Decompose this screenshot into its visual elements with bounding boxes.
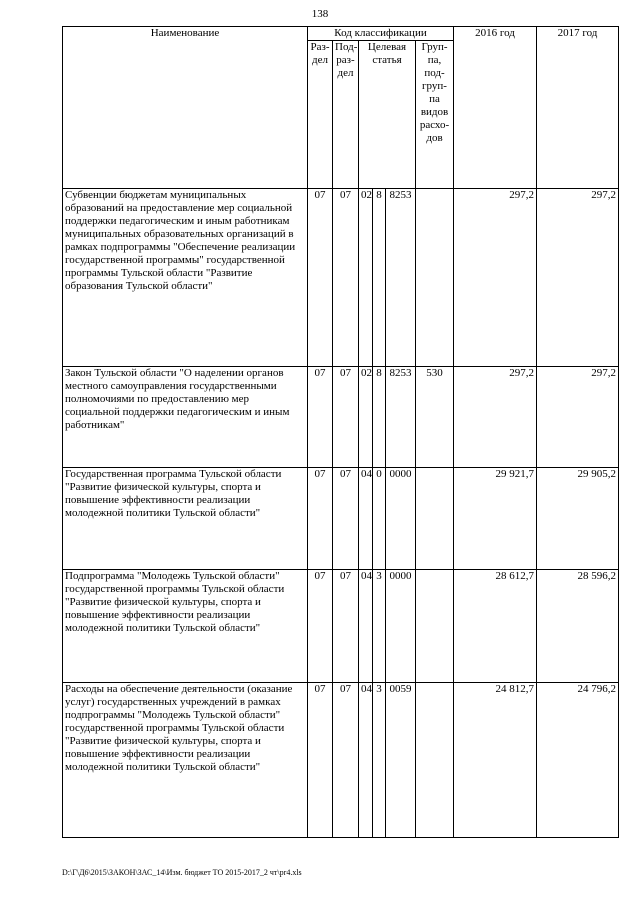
table-row (63, 683, 619, 838)
row-target-direction: 8253 (386, 367, 416, 468)
row-amount-2017: 29 905,2 (537, 468, 619, 570)
row-expense-group: 530 (416, 367, 454, 468)
row-name: Подпрограмма "Молодежь Тульской области" государственной программы Тульской области "Развитие физической культуры, спорта и повышение эффективности реализации молодежной политики Тульской области" (63, 570, 308, 683)
row-subsection: 07 (333, 468, 359, 570)
header-name: Наименование (63, 27, 308, 189)
row-subsection: 07 (333, 683, 359, 838)
row-target-direction: 0000 (386, 570, 416, 683)
row-amount-2017: 297,2 (537, 367, 619, 468)
row-subsection: 07 (333, 367, 359, 468)
row-expense-group (416, 468, 454, 570)
page-number: 138 (311, 8, 329, 20)
row-amount-2017: 297,2 (537, 189, 619, 367)
header-code-classification: Код классификации (308, 27, 454, 41)
row-amount-2017: 24 796,2 (537, 683, 619, 838)
row-amount-2016: 297,2 (454, 189, 537, 367)
row-section: 07 (308, 570, 333, 683)
row-target-direction: 0000 (386, 468, 416, 570)
table-row (63, 570, 619, 683)
row-name: Расходы на обеспечение деятельности (оказание услуг) государственных учреждений в рамках подпрограммы "Молодежь Тульской области" государственной программы Тульской области "Развитие физической культуры, спорта и повышение эффективности реализации молодежной политики Тульской области" (63, 683, 308, 838)
row-amount-2016: 28 612,7 (454, 570, 537, 683)
header-expense-group: Груп-па, под-груп-па видов расхо-дов (416, 41, 454, 189)
row-subsection: 07 (333, 189, 359, 367)
row-name: Государственная программа Тульской области "Развитие физической культуры, спорта и повышение эффективности реализации молодежной политики Тульской области" (63, 468, 308, 570)
row-target-subprogram: 8 (373, 189, 386, 367)
header-year-2017: 2017 год (537, 27, 619, 189)
row-target-direction: 0059 (386, 683, 416, 838)
row-section: 07 (308, 468, 333, 570)
row-name: Субвенции бюджетам муниципальных образований на предоставление мер социальной поддержки педагогическим и иным работникам муниципальных образовательных организаций в рамках подпрограммы "Обеспечение реализации государственной программы" государственной программы Тульской области "Развитие образования Тульской области" (63, 189, 308, 367)
header-section: Раз-дел (308, 41, 333, 189)
row-subsection: 07 (333, 570, 359, 683)
row-target-subprogram: 0 (373, 468, 386, 570)
row-section: 07 (308, 189, 333, 367)
header-target-article: Целевая статья (359, 41, 416, 189)
row-target-program: 02 (359, 189, 373, 367)
row-target-program: 04 (359, 570, 373, 683)
row-expense-group (416, 189, 454, 367)
footer-file-path: D:\Г\Д6\2015\ЗАКОН\ЗАС_14\Изм. бюджет ТО 2015-2017_2 чт\pr4.xls (62, 868, 302, 877)
row-amount-2017: 28 596,2 (537, 570, 619, 683)
row-expense-group (416, 683, 454, 838)
row-target-subprogram: 3 (373, 570, 386, 683)
budget-table (62, 26, 619, 838)
row-expense-group (416, 570, 454, 683)
row-target-subprogram: 8 (373, 367, 386, 468)
row-amount-2016: 29 921,7 (454, 468, 537, 570)
row-name: Закон Тульской области "О наделении органов местного самоуправления государственными полномочиями по предоставлению мер социальной поддержки педагогическим и иным работникам" (63, 367, 308, 468)
row-target-program: 04 (359, 468, 373, 570)
table-row (63, 367, 619, 468)
row-target-subprogram: 3 (373, 683, 386, 838)
row-section: 07 (308, 683, 333, 838)
row-amount-2016: 24 812,7 (454, 683, 537, 838)
row-target-program: 02 (359, 367, 373, 468)
row-target-direction: 8253 (386, 189, 416, 367)
table-row (63, 189, 619, 367)
table-row (63, 468, 619, 570)
row-target-program: 04 (359, 683, 373, 838)
row-section: 07 (308, 367, 333, 468)
header-subsection: Под-раз-дел (333, 41, 359, 189)
row-amount-2016: 297,2 (454, 367, 537, 468)
header-year-2016: 2016 год (454, 27, 537, 189)
